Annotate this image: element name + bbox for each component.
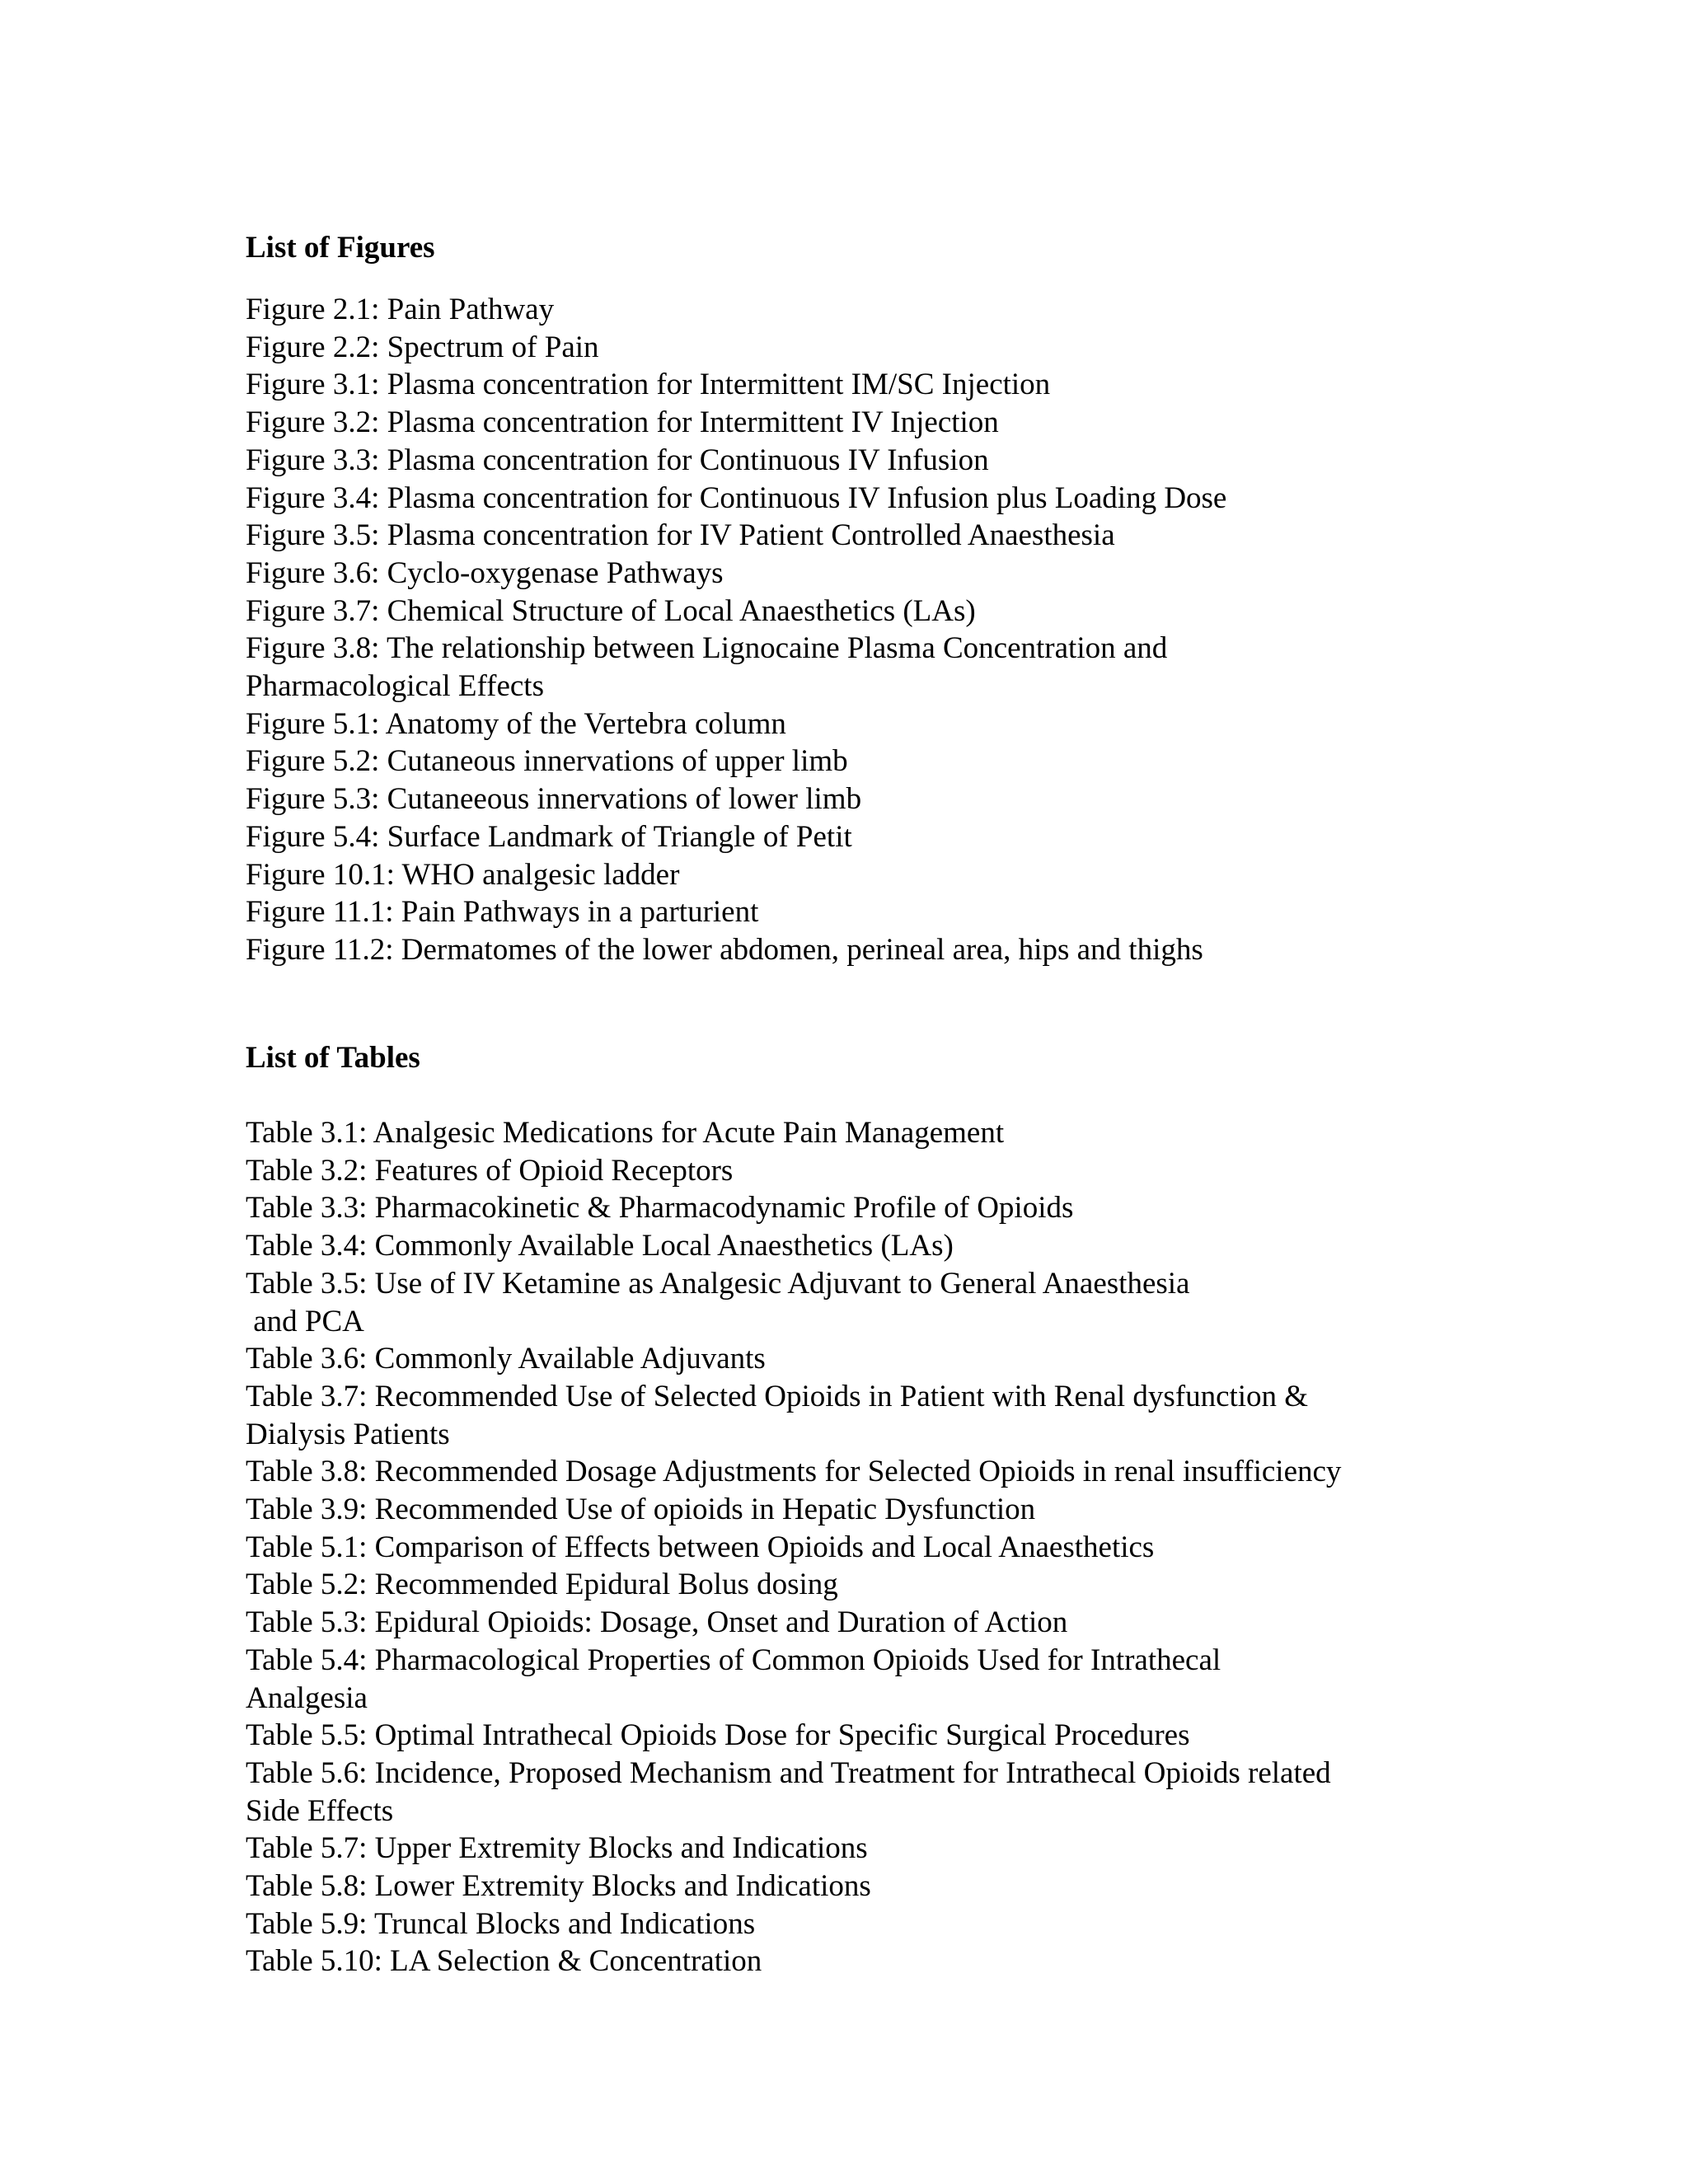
- figure-entry-line: Figure 11.1: Pain Pathways in a parturient: [246, 895, 759, 930]
- table-entry: [246, 1453, 1482, 1491]
- table-entry: [246, 1755, 1482, 1830]
- table-entry: [246, 1491, 1482, 1529]
- figure-entry: [246, 893, 1482, 931]
- table-entry-line: Table 5.4: Pharmacological Properties of Common Opioids Used for Intrathecal: [246, 1643, 1221, 1677]
- figure-entry: [246, 743, 1482, 780]
- table-entry-line: Table 3.6: Commonly Available Adjuvants: [246, 1342, 766, 1376]
- figure-entry: [246, 931, 1482, 969]
- figure-entry: [246, 329, 1482, 367]
- table-entry-line: Table 3.1: Analgesic Medications for Acute Pain Management: [246, 1116, 1005, 1150]
- figure-entry-line: Figure 2.1: Pain Pathway: [246, 293, 555, 326]
- figure-entry: [246, 593, 1482, 630]
- figure-entry-line: Figure 3.3: Plasma concentration for Continuous IV Infusion: [246, 443, 989, 477]
- figure-entry: [246, 366, 1482, 404]
- list-of-tables-section: [246, 1039, 1482, 1980]
- table-entry-line: Table 5.5: Optimal Intrathecal Opioids Dose for Specific Surgical Procedures: [246, 1718, 1190, 1753]
- figure-entry-line: Figure 11.2: Dermatomes of the lower abdomen, perineal area, hips and thighs: [246, 932, 1203, 967]
- table-entry: [246, 1604, 1482, 1642]
- figure-entry-line: Figure 3.4: Plasma concentration for Continuous IV Infusion plus Loading Dose: [246, 480, 1227, 515]
- table-entry-line: Table 3.2: Features of Opioid Receptors: [246, 1153, 734, 1188]
- table-entry: [246, 1566, 1482, 1604]
- table-entry: [246, 1830, 1482, 1868]
- figure-entry-line: Figure 5.1: Anatomy of the Vertebra column: [246, 706, 786, 741]
- table-entry: [246, 1114, 1482, 1152]
- list-of-figures-section: [246, 229, 1482, 969]
- figure-entry-line: Figure 3.6: Cyclo-oxygenase Pathways: [246, 555, 724, 590]
- figure-entry: [246, 480, 1482, 518]
- table-entry-line: Table 5.8: Lower Extremity Blocks and Indications: [246, 1869, 871, 1904]
- figure-entry: [246, 442, 1482, 480]
- table-entry-line: Table 3.9: Recommended Use of opioids in Hepatic Dysfunction: [246, 1493, 1036, 1527]
- figure-entry: [246, 517, 1482, 555]
- tables-list: [246, 1114, 1482, 1980]
- table-entry: [246, 1189, 1482, 1227]
- figure-entry-line: Figure 5.2: Cutaneous innervations of upper limb: [246, 744, 848, 779]
- table-entry: [246, 1642, 1482, 1717]
- figures-list: [246, 291, 1482, 969]
- figure-entry-line: Figure 3.8: The relationship between Lignocaine Plasma Concentration and: [246, 631, 1168, 666]
- table-entry-line: Dialysis Patients: [246, 1417, 450, 1451]
- figure-entry: [246, 705, 1482, 743]
- table-entry: [246, 1340, 1482, 1378]
- figure-entry-line: Figure 5.3: Cutaneeous innervations of lower limb: [246, 782, 862, 817]
- figure-entry-line: Figure 3.2: Plasma concentration for Intermittent IV Injection: [246, 405, 999, 440]
- figure-entry-line: Figure 2.2: Spectrum of Pain: [246, 330, 599, 364]
- table-entry-line: Table 3.4: Commonly Available Local Anaesthetics (LAs): [246, 1229, 954, 1263]
- figure-entry-line: Pharmacological Effects: [246, 669, 544, 704]
- figure-entry: [246, 780, 1482, 818]
- table-entry: [246, 1717, 1482, 1755]
- table-entry-line: Table 3.5: Use of IV Ketamine as Analgesic Adjuvant to General Anaesthesia: [246, 1266, 1190, 1301]
- table-entry-line: Table 3.3: Pharmacokinetic & Pharmacodynamic Profile of Opioids: [246, 1191, 1074, 1226]
- figure-entry-line: Figure 5.4: Surface Landmark of Triangle of Petit: [246, 819, 852, 854]
- list-of-figures-heading: List of Figures: [246, 231, 435, 265]
- table-entry-line: Table 5.6: Incidence, Proposed Mechanism and Treatment for Intrathecal Opioids related: [246, 1755, 1331, 1790]
- table-entry-line: and PCA: [246, 1304, 364, 1338]
- table-entry-line: Table 5.2: Recommended Epidural Bolus dosing: [246, 1568, 838, 1602]
- figure-entry-line: Figure 3.5: Plasma concentration for IV Patient Controlled Anaesthesia: [246, 518, 1115, 553]
- table-entry-line: Analgesia: [246, 1680, 368, 1715]
- table-entry-line: Table 5.3: Epidural Opioids: Dosage, Onset and Duration of Action: [246, 1605, 1068, 1640]
- table-entry-line: Table 5.9: Truncal Blocks and Indications: [246, 1906, 756, 1941]
- table-entry: [246, 1227, 1482, 1265]
- figure-entry: [246, 818, 1482, 856]
- figure-entry: [246, 630, 1482, 705]
- table-entry: [246, 1905, 1482, 1943]
- list-of-tables-heading: List of Tables: [246, 1041, 420, 1075]
- table-entry: [246, 1529, 1482, 1567]
- table-entry-line: Side Effects: [246, 1793, 394, 1828]
- table-entry-line: Table 5.1: Comparison of Effects between Opioids and Local Anaesthetics: [246, 1530, 1155, 1564]
- table-entry-line: Table 5.10: LA Selection & Concentration: [246, 1944, 762, 1979]
- table-entry: [246, 1378, 1482, 1453]
- table-entry-line: Table 5.7: Upper Extremity Blocks and Indications: [246, 1831, 868, 1866]
- figure-entry-line: Figure 3.1: Plasma concentration for Intermittent IM/SC Injection: [246, 368, 1051, 402]
- table-entry: [246, 1868, 1482, 1905]
- figure-entry-line: Figure 3.7: Chemical Structure of Local Anaesthetics (LAs): [246, 593, 976, 628]
- table-entry: [246, 1943, 1482, 1980]
- table-entry: [246, 1265, 1482, 1340]
- figure-entry: [246, 856, 1482, 894]
- figure-entry: [246, 291, 1482, 329]
- figure-entry-line: Figure 10.1: WHO analgesic ladder: [246, 857, 680, 892]
- table-entry: [246, 1152, 1482, 1190]
- table-entry-line: Table 3.7: Recommended Use of Selected Opioids in Patient with Renal dysfunction &: [246, 1379, 1309, 1413]
- table-entry-line: Table 3.8: Recommended Dosage Adjustments for Selected Opioids in renal insufficiency: [246, 1455, 1342, 1489]
- figure-entry: [246, 404, 1482, 442]
- figure-entry: [246, 555, 1482, 593]
